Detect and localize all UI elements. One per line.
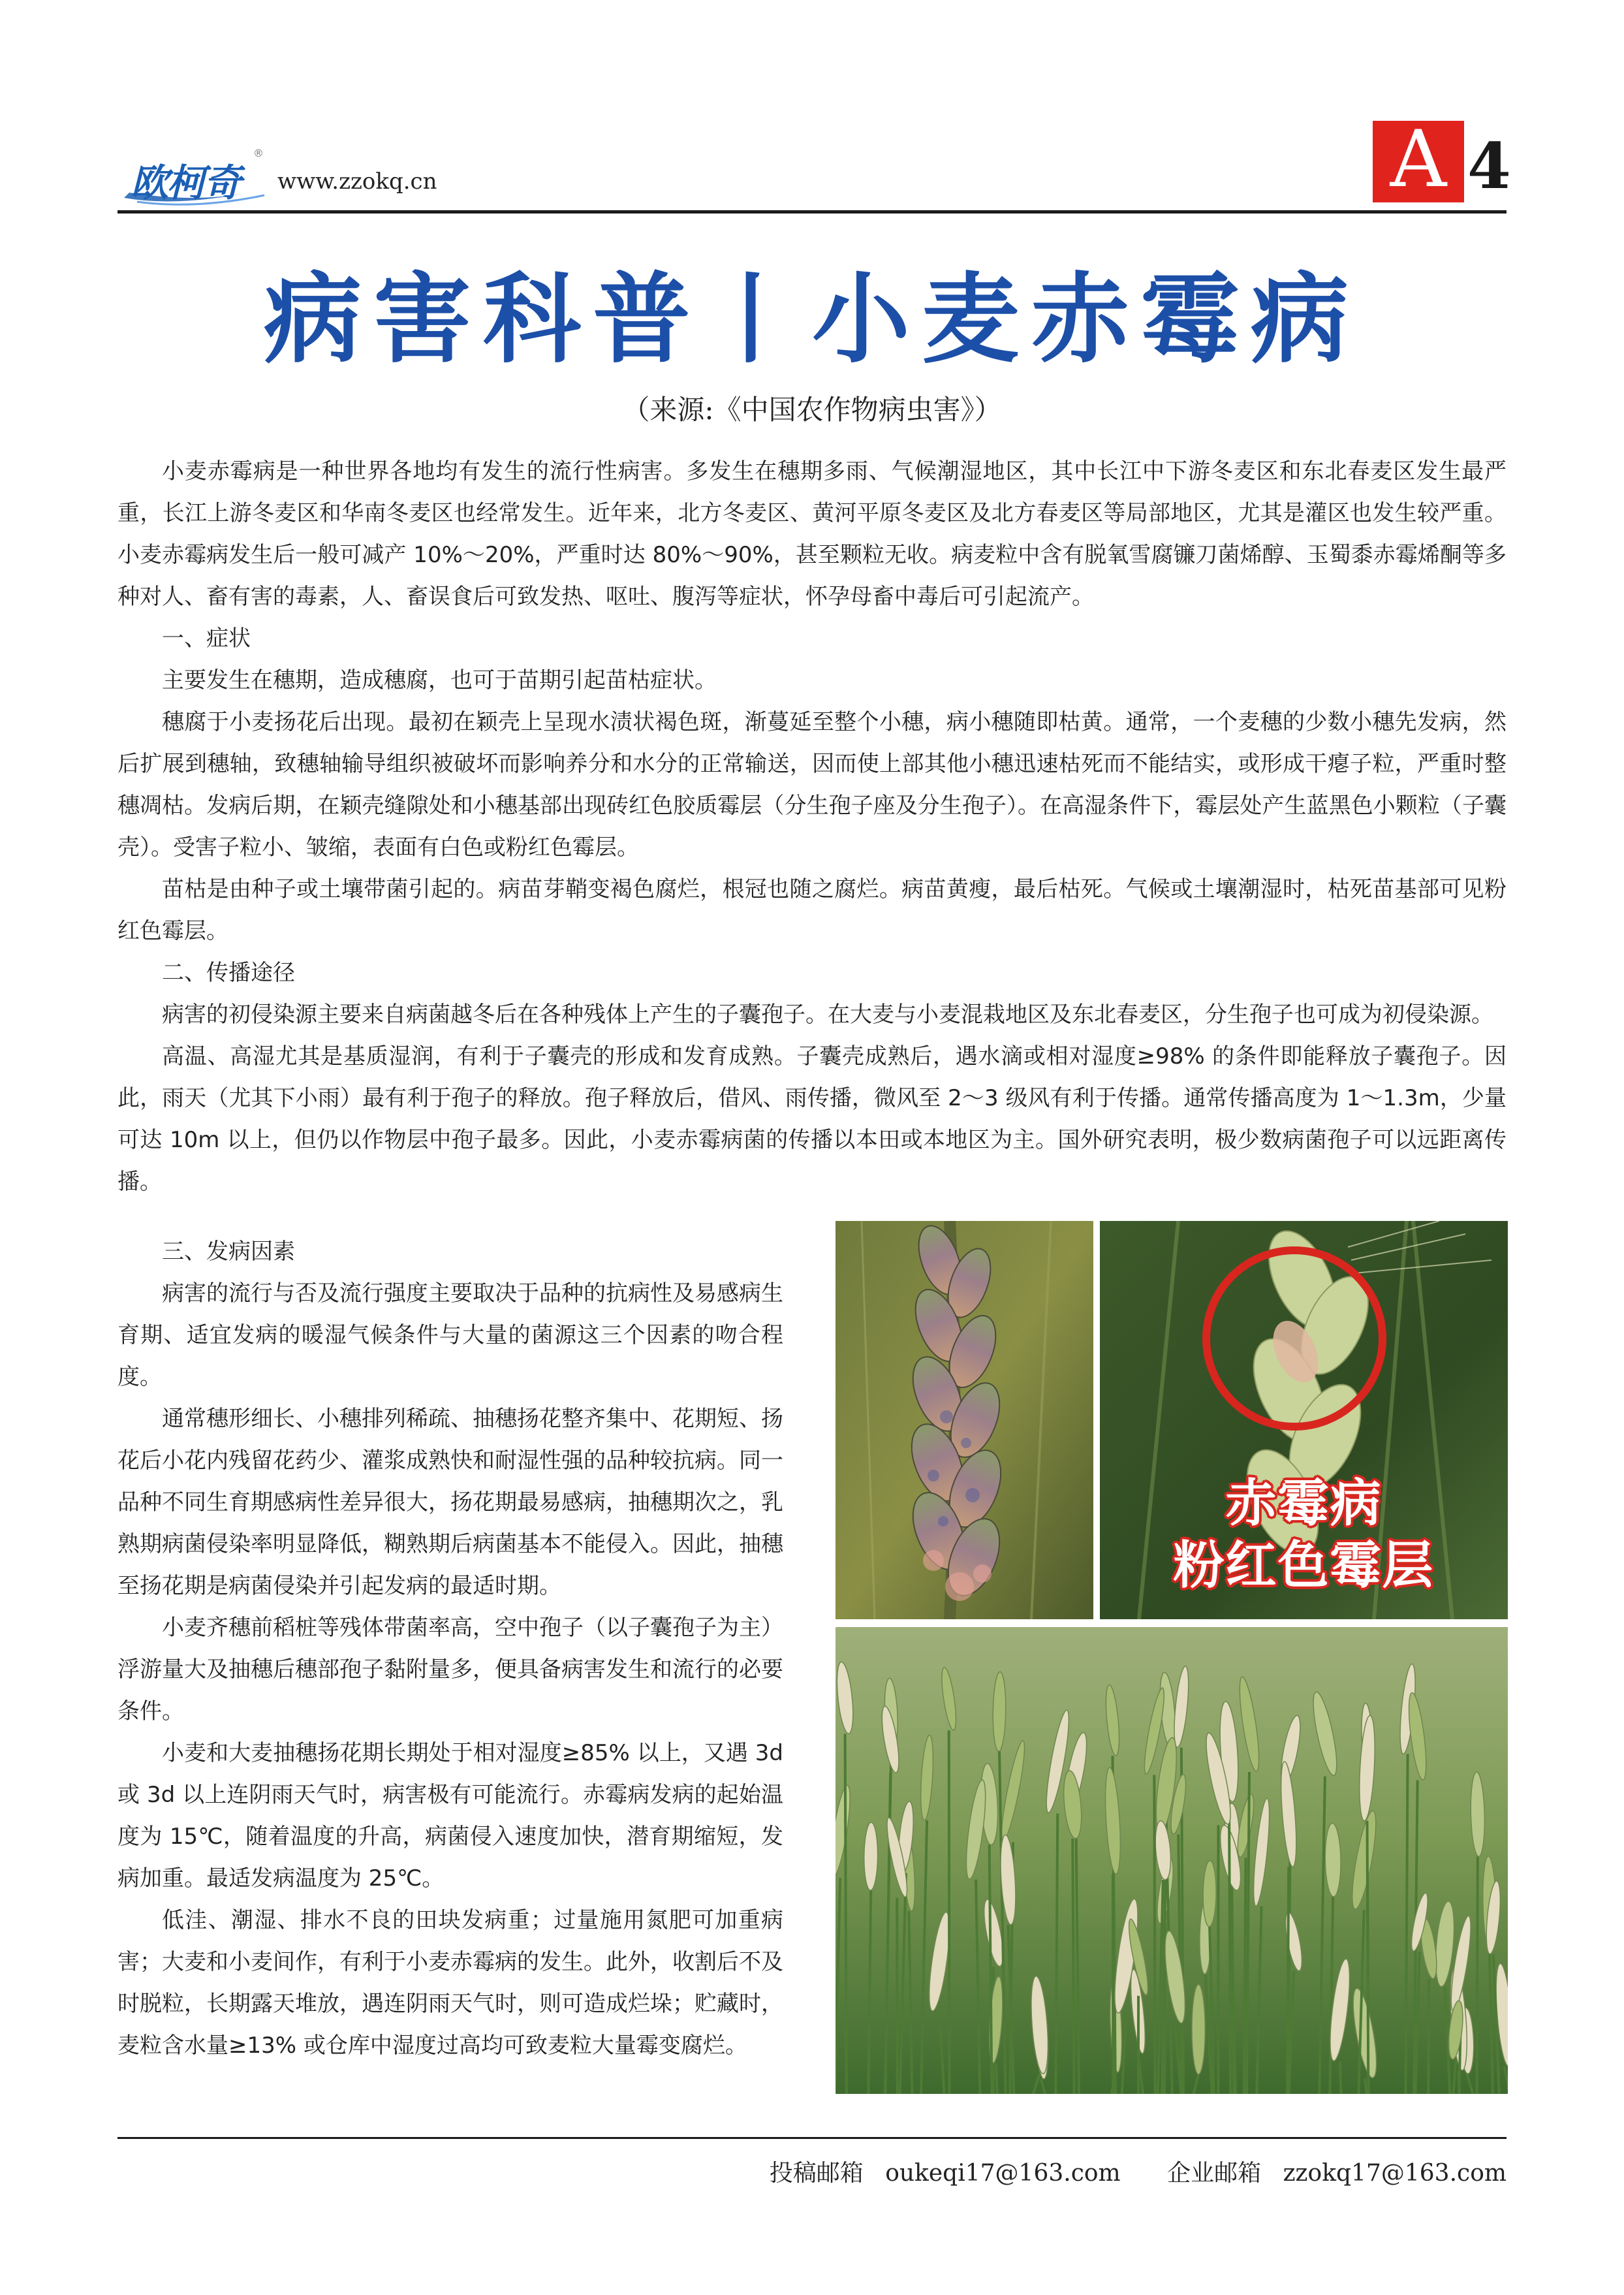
- section-heading-factors: 三、发病因素: [162, 1239, 295, 1265]
- company-email[interactable]: zzokq17@163.com: [1283, 2160, 1507, 2187]
- submit-email[interactable]: oukeqi17@163.com: [885, 2160, 1121, 2187]
- logo-text: 欧柯奇: [131, 161, 241, 205]
- transmission-paragraph-2: 高温、高湿尤其是基质湿润，有利于子囊壳的形成和发育成熟。子囊壳成熟后，遇水滴或相对湿度≥98% 的条件即能释放子囊孢子。因此，雨天（尤其下小雨）最有利于孢子的释放。孢子释放后，借风、雨传播，微风至 2～3 级风有利于传播。通常传播高度为 1～1.3m，少量可达 10m 以上，但仍以作物层中孢子最多。因此，小麦赤霉病菌的传播以本田或本地区为主。国外研究表明，极少数病菌孢子可以远距离传播。: [117, 1043, 1507, 1195]
- company-email-label: 企业邮箱: [1167, 2160, 1262, 2187]
- symptoms-paragraph-2: 穗腐于小麦扬花后出现。最初在颖壳上呈现水渍状褐色斑，渐蔓延至整个小穗，病小穗随即枯黄。通常，一个麦穗的少数小穗先发病，然后扩展到穗轴，致穗轴输导组织被破坏而影响养分和水分的正常输送，因而使上部其他小穗迅速枯死而不能结实，或形成干瘪子粒，严重时整穗凋枯。发病后期，在颖壳缝隙处和小穗基部出现砖红色胶质霉层（分生孢子座及分生孢子）。在高湿条件下，霉层处产生蓝黑色小颗粒（子囊壳）。受害子粒小、皱缩，表面有白色或粉红色霉层。: [117, 709, 1507, 861]
- factors-paragraph-4: 小麦和大麦抽穗扬花期长期处于相对湿度≥85% 以上，又遇 3d 或 3d 以上连阴雨天气时，病害极有可能流行。赤霉病发病的起始温度为 15℃，随着温度的升高，病菌侵入速度加快，潜育期缩短，发病加重。最适发病温度为 25℃。: [117, 1740, 783, 1891]
- symptoms-paragraph-3: 苗枯是由种子或土壤带菌引起的。病苗芽鞘变褐色腐烂，根冠也随之腐烂。病苗黄瘦，最后枯死。气候或土壤潮湿时，枯死苗基部可见粉红色霉层。: [117, 876, 1507, 944]
- footer-contacts: [755, 2155, 1507, 2188]
- factors-paragraph-5: 低洼、潮湿、排水不良的田块发病重；过量施用氮肥可加重病害；大麦和小麦间作，有利于小麦赤霉病的发生。此外，收割后不及时脱粒，长期露天堆放，遇连阴雨天气时，则可造成烂垛；贮藏时，麦粒含水量≥13% 或仓库中湿度过高均可致麦粒大量霉变腐烂。: [117, 1907, 783, 2059]
- photo-pink-mold-closeup: [1100, 1221, 1508, 1619]
- footer-divider: [117, 2137, 1507, 2139]
- header-divider: [117, 210, 1507, 214]
- page-title: 病害科普丨小麦赤霉病: [263, 263, 1360, 377]
- article-body-top: [117, 451, 1507, 1203]
- photo-caption-line-1: 赤霉病: [1225, 1474, 1382, 1533]
- section-heading-symptoms: 一、症状: [162, 625, 251, 652]
- factors-paragraph-3: 小麦齐穗前稻桩等残体带菌率高，空中孢子（以子囊孢子为主）浮游量大及抽穗后穗部孢子黏附量多，便具备病害发生和流行的必要条件。: [117, 1615, 783, 1724]
- intro-paragraph: 小麦赤霉病是一种世界各地均有发生的流行性病害。多发生在穗期多雨、气候潮湿地区，其中长江中下游冬麦区和东北春麦区发生最严重，长江上游冬麦区和华南冬麦区也经常发生。近年来，北方冬麦区、黄河平原冬麦区及北方春麦区等局部地区，尤其是灌区也发生较严重。小麦赤霉病发生后一般可减产 10%～20%，严重时达 80%～90%，甚至颗粒无收。病麦粒中含有脱氧雪腐镰刀菌烯醇、玉蜀黍赤霉烯酮等多种对人、畜有害的毒素，人、畜误食后可致发热、呕吐、腹泻等症状，怀孕母畜中毒后可引起流产。: [117, 458, 1507, 610]
- website-url: www.zzokq.cn: [277, 168, 437, 195]
- logo-swoosh-icon: [117, 147, 274, 206]
- photo-wheat-field: [835, 1627, 1508, 2094]
- transmission-paragraph-1: 病害的初侵染源主要来自病菌越冬后在各种残体上产生的子囊孢子。在大麦与小麦混栽地区及东北春麦区，分生孢子也可成为初侵染源。: [162, 1002, 1493, 1028]
- page-number: 4: [1467, 129, 1511, 203]
- factors-paragraph-2: 通常穗形细长、小穗排列稀疏、抽穗扬花整齐集中、花期短、扬花后小花内残留花药少、灌浆成熟快和耐湿性强的品种较抗病。同一品种不同生育期感病性差异很大，扬花期最易感病，抽穗期次之，乳熟期病菌侵染率明显降低，糊熟期后病菌基本不能侵入。因此，抽穗至扬花期是病菌侵染并引起发病的最适时期。: [117, 1406, 783, 1599]
- article-body-left-column: [117, 1231, 783, 2066]
- submit-email-label: 投稿邮箱: [769, 2160, 864, 2187]
- section-heading-transmission: 二、传播途径: [162, 960, 295, 986]
- symptoms-paragraph-1: 主要发生在穗期，造成穗腐，也可于苗期引起苗枯症状。: [162, 667, 717, 693]
- photo-diseased-wheat-ear: [835, 1221, 1093, 1619]
- source-note: （来源:《中国农作物病虫害》）: [622, 394, 1002, 426]
- section-letter-badge: A: [1373, 121, 1464, 202]
- factors-paragraph-1: 病害的流行与否及流行强度主要取决于品种的抗病性及易感病生育期、适宜发病的暖湿气候条件与大量的菌源这三个因素的吻合程度。: [117, 1280, 783, 1390]
- brand-logo: [117, 147, 274, 206]
- registered-mark: ®: [253, 147, 264, 159]
- photo-caption-line-2: 粉红色霉层: [1173, 1536, 1435, 1595]
